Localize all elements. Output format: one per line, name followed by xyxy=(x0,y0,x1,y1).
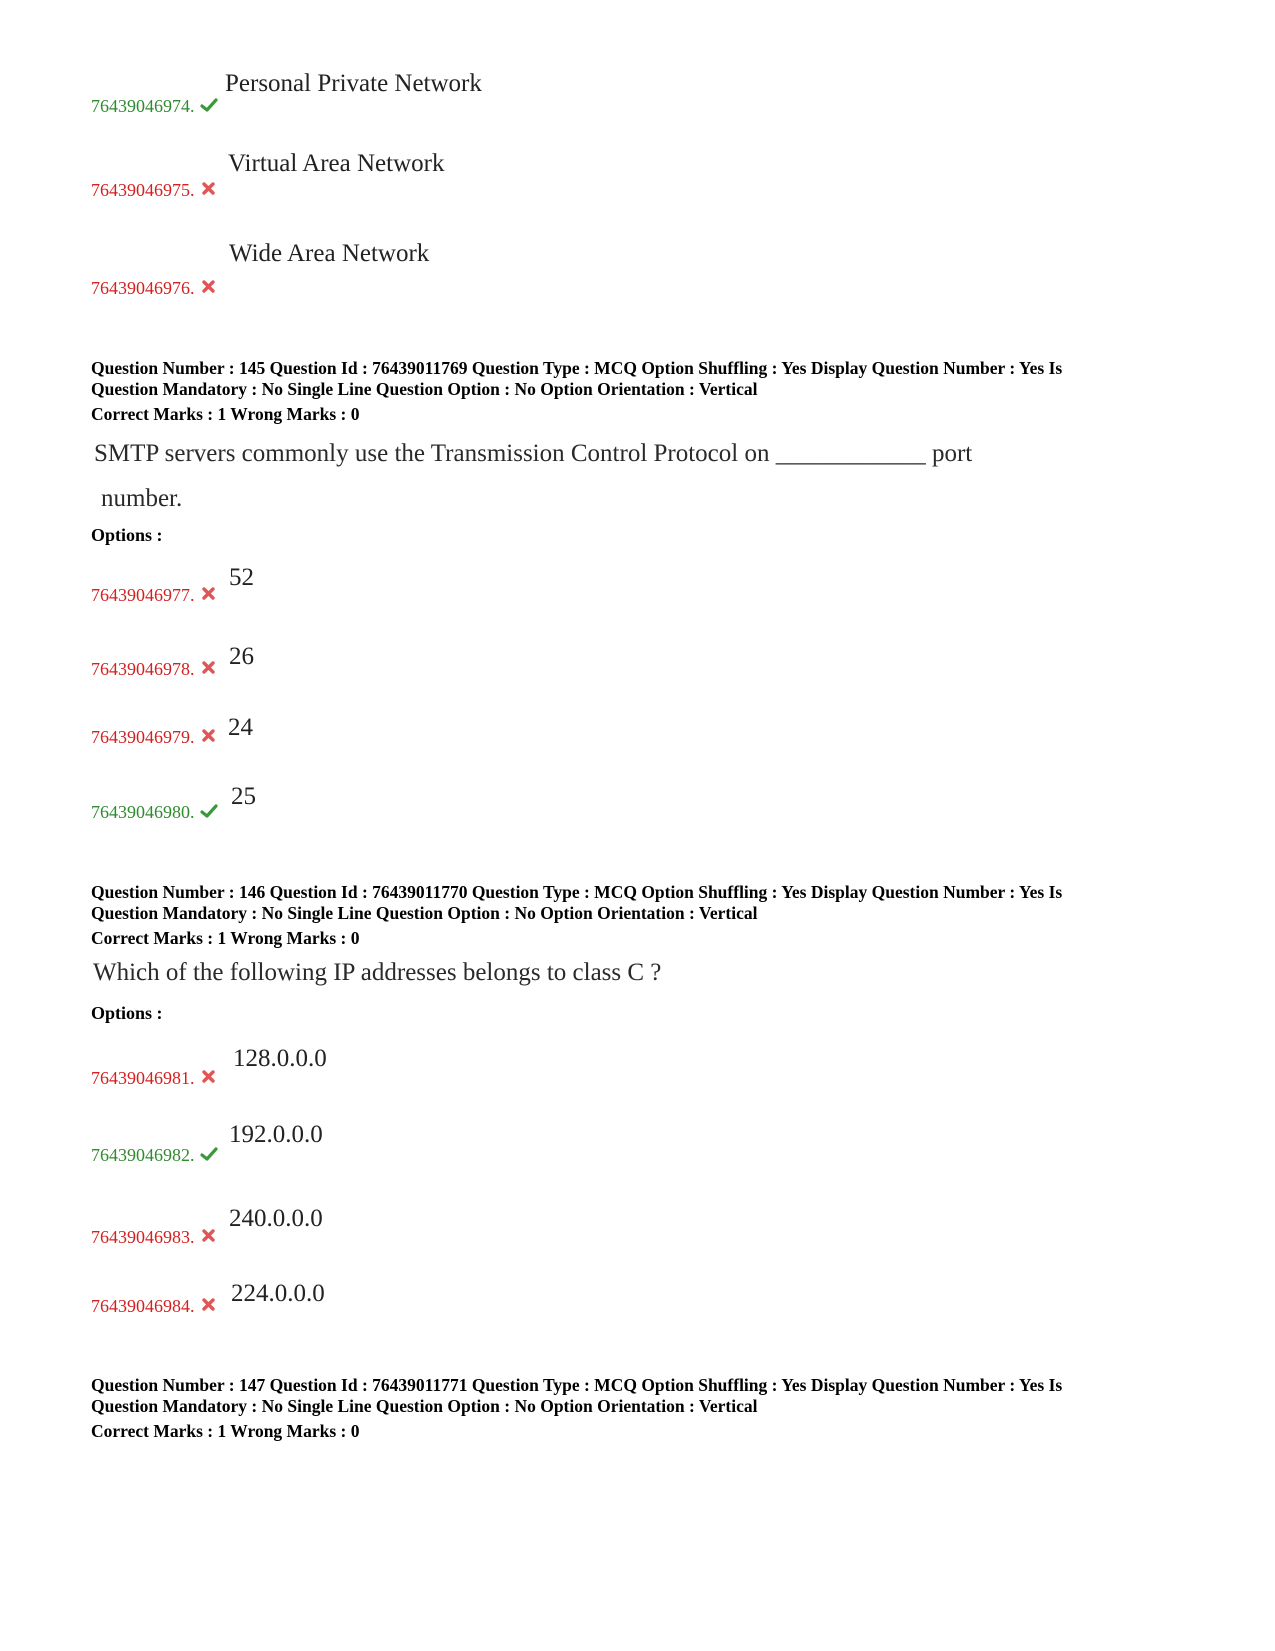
option-text: 240.0.0.0 xyxy=(229,1205,323,1232)
option-text: Virtual Area Network xyxy=(228,150,445,177)
option-text: 224.0.0.0 xyxy=(231,1280,325,1307)
question-text: number. xyxy=(101,485,183,512)
option-row xyxy=(91,1296,218,1317)
question-meta-line: Question Mandatory : No Single Line Question Option : No Option Orientation : Vertical xyxy=(91,379,758,399)
wrong-cross-icon xyxy=(200,279,218,295)
question-meta-line: Question Mandatory : No Single Line Question Option : No Option Orientation : Vertical xyxy=(91,1396,758,1416)
wrong-cross-icon xyxy=(200,728,218,744)
correct-check-icon xyxy=(200,803,218,819)
option-text: 26 xyxy=(229,643,254,670)
question-text: SMTP servers commonly use the Transmission Control Protocol on ____________ port xyxy=(94,440,973,467)
option-row xyxy=(91,1227,218,1248)
option-text: Personal Private Network xyxy=(225,70,482,97)
option-id: 76439046982. xyxy=(91,1145,195,1165)
option-row xyxy=(91,96,218,117)
options-label: Options : xyxy=(91,525,163,545)
option-id: 76439046978. xyxy=(91,659,195,679)
question-marks: Correct Marks : 1 Wrong Marks : 0 xyxy=(91,404,360,424)
question-marks: Correct Marks : 1 Wrong Marks : 0 xyxy=(91,928,360,948)
option-row xyxy=(91,1145,218,1166)
option-row xyxy=(91,727,218,748)
option-id: 76439046983. xyxy=(91,1227,195,1247)
question-meta xyxy=(91,882,1062,924)
option-row xyxy=(91,802,218,823)
option-row xyxy=(91,180,218,201)
option-text: 52 xyxy=(229,564,254,591)
option-id: 76439046977. xyxy=(91,585,195,605)
options-label: Options : xyxy=(91,1003,163,1023)
wrong-cross-icon xyxy=(200,1069,218,1085)
option-row xyxy=(91,659,218,680)
option-id: 76439046980. xyxy=(91,802,195,822)
question-marks: Correct Marks : 1 Wrong Marks : 0 xyxy=(91,1421,360,1441)
option-text: 192.0.0.0 xyxy=(229,1121,323,1148)
wrong-cross-icon xyxy=(200,660,218,676)
option-id: 76439046976. xyxy=(91,278,195,298)
question-meta xyxy=(91,1375,1062,1417)
question-meta-line: Question Number : 145 Question Id : 76439011769 Question Type : MCQ Option Shuffling : Yes Display Question Number : Yes Is xyxy=(91,358,1063,378)
option-text: 25 xyxy=(231,783,256,810)
option-id: 76439046979. xyxy=(91,727,195,747)
wrong-cross-icon xyxy=(200,586,218,602)
option-row xyxy=(91,278,218,299)
correct-check-icon xyxy=(200,1146,218,1162)
option-id: 76439046975. xyxy=(91,180,195,200)
question-meta-line: Question Number : 146 Question Id : 76439011770 Question Type : MCQ Option Shuffling : Yes Display Question Number : Yes Is xyxy=(91,882,1063,902)
wrong-cross-icon xyxy=(200,181,218,197)
option-id: 76439046984. xyxy=(91,1296,195,1316)
question-meta-line: Question Mandatory : No Single Line Question Option : No Option Orientation : Vertical xyxy=(91,903,758,923)
correct-check-icon xyxy=(200,97,218,113)
question-text: Which of the following IP addresses belongs to class C ? xyxy=(93,959,662,986)
option-text: 24 xyxy=(228,714,253,741)
option-text: Wide Area Network xyxy=(229,240,430,267)
wrong-cross-icon xyxy=(200,1228,218,1244)
option-id: 76439046974. xyxy=(91,96,195,116)
option-id: 76439046981. xyxy=(91,1068,195,1088)
option-row xyxy=(91,585,218,606)
option-row xyxy=(91,1068,218,1089)
wrong-cross-icon xyxy=(200,1297,218,1313)
option-text: 128.0.0.0 xyxy=(233,1045,327,1072)
question-meta xyxy=(91,358,1062,400)
question-meta-line: Question Number : 147 Question Id : 76439011771 Question Type : MCQ Option Shuffling : Yes Display Question Number : Yes Is xyxy=(91,1375,1063,1395)
